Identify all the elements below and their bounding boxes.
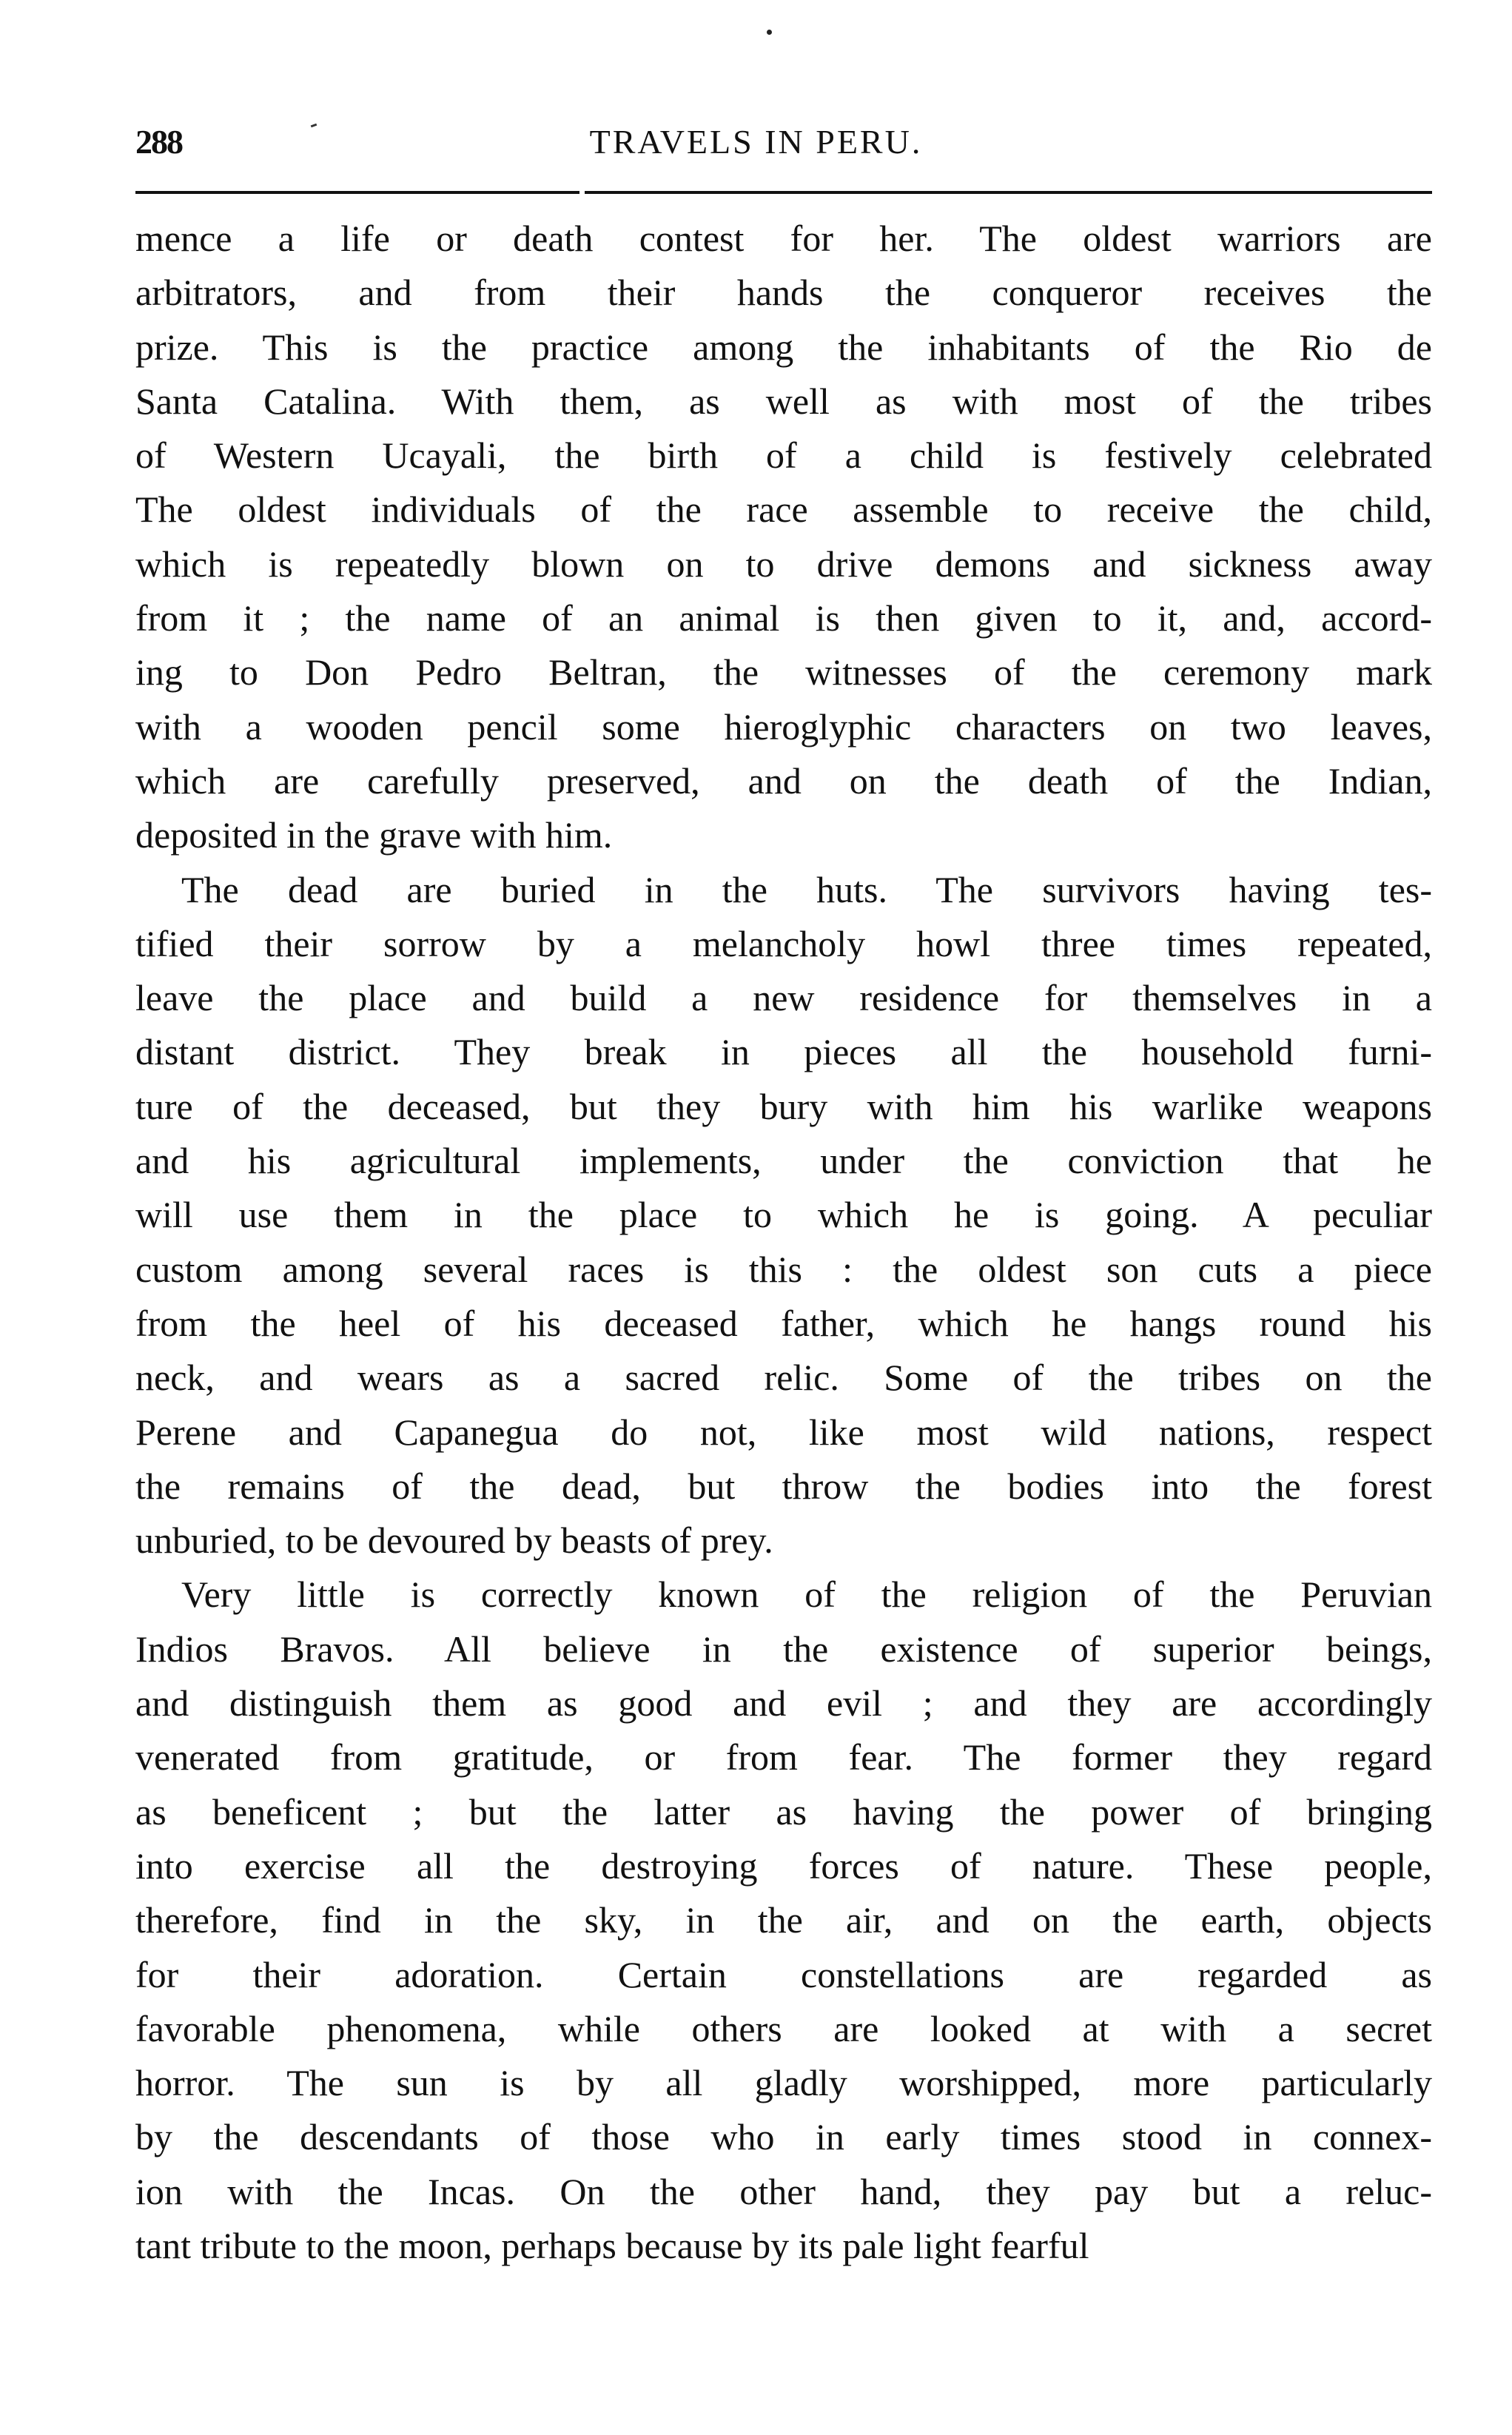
text-line: by the descendants of those who in early times stood in connex- (135, 2116, 1432, 2158)
text-line: from the heel of his deceased father, which he hangs round his (135, 1302, 1432, 1344)
paragraph (135, 863, 1432, 1568)
text-line: which is repeatedly blown on to drive demons and sickness away (135, 543, 1432, 585)
text-line: from it ; the name of an animal is then given to it, and, accord- (135, 597, 1432, 639)
text-line: The oldest individuals of the race assemble to receive the child, (135, 488, 1432, 531)
text-line: unburied, to be devoured by beasts of prey. (135, 1519, 773, 1562)
text-line: venerated from gratitude, or from fear. The former they regard (135, 1736, 1432, 1779)
paragraph (135, 212, 1432, 863)
text-line: mence a life or death contest for her. The oldest warriors are (135, 218, 1432, 259)
text-line: Perene and Capanegua do not, like most wild nations, respect (135, 1411, 1432, 1453)
paragraph (135, 1568, 1432, 2273)
page-number: 288 (135, 123, 182, 161)
text-line: horror. The sun is by all gladly worshipped, more particularly (135, 2062, 1432, 2104)
page-body (135, 212, 1432, 2273)
text-line: will use them in the place to which he is going. A peculiar (135, 1194, 1432, 1236)
text-line: as beneficent ; but the latter as having the power of bringing (135, 1790, 1432, 1833)
text-line: tified their sorrow by a melancholy howl three times repeated, (135, 922, 1432, 964)
text-line: custom among several races is this : the oldest son cuts a piece (135, 1248, 1432, 1290)
text-line: the remains of the dead, but throw the bodies into the forest (135, 1465, 1432, 1507)
running-title: TRAVELS IN PERU. (589, 123, 923, 161)
text-line: ture of the deceased, but they bury with him his warlike weapons (135, 1085, 1432, 1127)
text-line: of Western Ucayali, the birth of a child is festively celebrated (135, 434, 1432, 477)
text-line: The dead are buried in the huts. The survivors having tes- (181, 868, 1432, 910)
text-line: for their adoration. Certain constellations are regarded as (135, 1953, 1432, 1995)
text-line: prize. This is the practice among the inhabitants of the Rio de (135, 326, 1432, 368)
ink-speck (767, 30, 772, 35)
text-line: leave the place and build a new residence for themselves in a (135, 977, 1432, 1019)
text-line: distant district. They break in pieces all the household furni- (135, 1031, 1432, 1073)
text-line: Very little is correctly known of the religion of the Peruvian (181, 1573, 1432, 1616)
text-line: and his agricultural implements, under the conviction that he (135, 1140, 1432, 1182)
text-line: into exercise all the destroying forces of nature. These people, (135, 1844, 1432, 1887)
text-line: Indios Bravos. All believe in the existence of superior beings, (135, 1628, 1432, 1670)
text-line: tant tribute to the moon, perhaps because by its pale light fearful (135, 2224, 1089, 2266)
text-line: Santa Catalina. With them, as well as with most of the tribes (135, 380, 1432, 422)
text-line: neck, and wears as a sacred relic. Some of the tribes on the (135, 1357, 1432, 1399)
text-line: arbitrators, and from their hands the conqueror receives the (135, 272, 1432, 314)
text-line: favorable phenomena, while others are looked at with a secret (135, 2007, 1432, 2049)
text-line: with a wooden pencil some hieroglyphic characters on two leaves, (135, 705, 1432, 748)
header-rule-left (135, 191, 579, 194)
text-line: therefore, find in the sky, in the air, and on the earth, objects (135, 1899, 1432, 1941)
text-line: ing to Don Pedro Beltran, the witnesses of the ceremony mark (135, 651, 1432, 693)
text-line: ion with the Incas. On the other hand, they pay but a reluc- (135, 2170, 1432, 2212)
text-line: deposited in the grave with him. (135, 814, 613, 856)
text-line: which are carefully preserved, and on the death of the Indian, (135, 759, 1432, 802)
header-rule-right (585, 191, 1432, 194)
text-line: and distinguish them as good and evil ; and they are accordingly (135, 1682, 1432, 1724)
